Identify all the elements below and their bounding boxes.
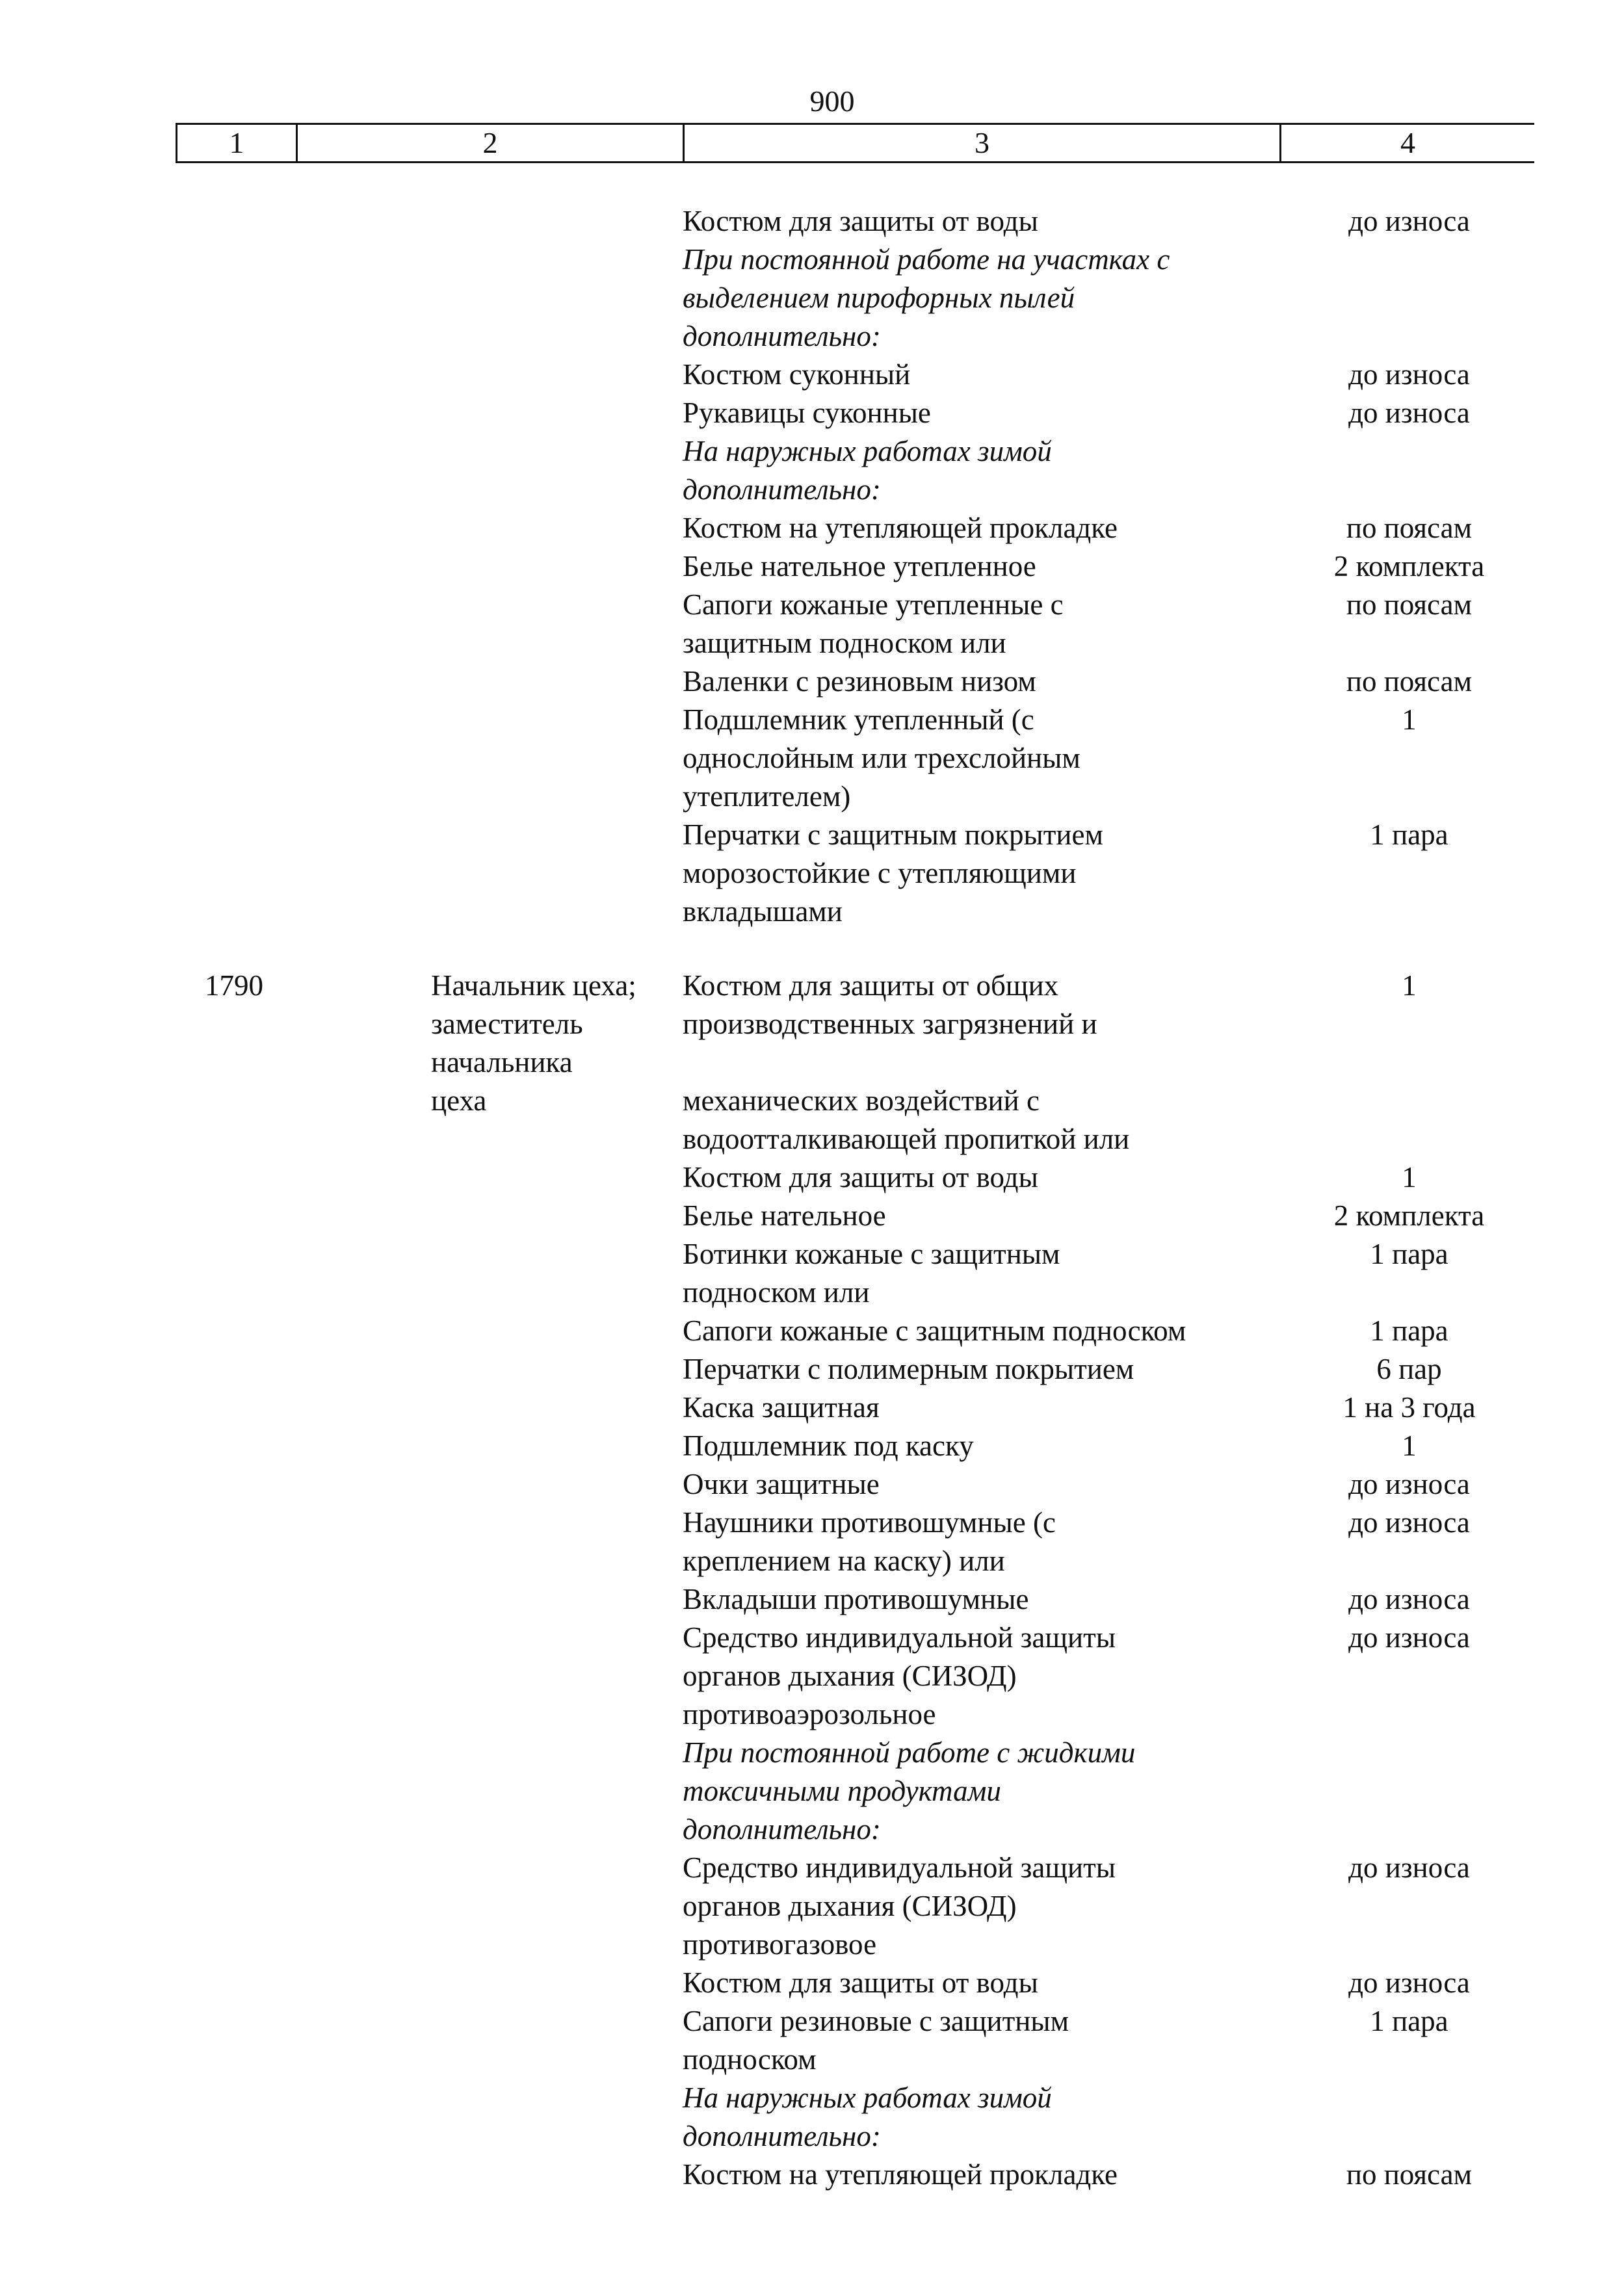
table-cell-4 [1279, 1273, 1532, 1312]
table-cell-1 [176, 202, 296, 241]
table-row [176, 1580, 1534, 1619]
table-row [176, 1158, 1534, 1197]
table-cell-4: до износа [1348, 205, 1470, 237]
table-cell-3: органов дыхания (СИЗОД) [683, 1890, 1017, 1922]
table-cell-2 [296, 586, 683, 624]
table-cell-3: Очки защитные [683, 1468, 880, 1500]
table-cell-2 [296, 777, 683, 816]
table-row [176, 701, 1534, 739]
table-cell-4 [1279, 893, 1532, 931]
column-header-3: 3 [685, 125, 1281, 161]
table-cell-3: Перчатки с защитным покрытием [683, 818, 1103, 851]
table-cell-2 [296, 1580, 683, 1619]
table-cell-4: 1 [1402, 1429, 1417, 1462]
table-cell-2 [296, 1657, 683, 1695]
table-cell-2 [296, 2156, 683, 2194]
table-cell-3: Вкладыши противошумные [683, 1583, 1029, 1615]
table-row [176, 1772, 1534, 1810]
table-row [176, 1657, 1534, 1695]
table-cell-4 [1279, 1082, 1532, 1120]
table-cell-3: производственных загрязнений и [683, 1008, 1097, 1040]
table-cell-4 [1279, 1734, 1532, 1772]
table-cell-3: На наружных работах зимой [683, 2081, 1052, 2114]
table-row [176, 1005, 1534, 1082]
table-cell-4: 6 пар [1376, 1353, 1442, 1385]
table-cell-4 [1279, 279, 1532, 317]
page-number: 900 [809, 85, 855, 118]
table-cell-2 [296, 893, 683, 931]
table-cell-3: Белье нательное [683, 1199, 886, 1232]
table-cell-2 [296, 1427, 683, 1465]
table-cell-4: 2 комплекта [1333, 550, 1485, 582]
table-cell-3: Подшлемник под каску [683, 1429, 974, 1462]
table-cell-1 [176, 662, 296, 701]
table-cell-1 [176, 893, 296, 931]
table-cell-3: противоаэрозольное [683, 1698, 936, 1730]
table-cell-3: Сапоги кожаные с защитным подноском [683, 1314, 1186, 1347]
table-cell-2 [296, 1695, 683, 1734]
table-cell-4 [1279, 471, 1532, 509]
table-cell-1 [176, 1235, 296, 1273]
table-cell-3: Костюм для защиты от общих [683, 969, 1059, 1002]
table-cell-4: до износа [1348, 1621, 1470, 1654]
table-cell-1 [176, 1273, 296, 1312]
table-cell-1 [176, 854, 296, 893]
table-row [176, 1810, 1534, 1849]
table-cell-2 [296, 471, 683, 509]
table-cell-2: цеха [431, 1084, 487, 1117]
table-cell-4 [1279, 317, 1532, 356]
table-cell-1 [176, 739, 296, 777]
table-cell-1 [176, 624, 296, 662]
table-cell-2 [296, 1158, 683, 1197]
table-row [176, 1695, 1534, 1734]
table-cell-2 [296, 701, 683, 739]
table-cell-1 [176, 1197, 296, 1235]
table-cell-1 [176, 1925, 296, 1964]
table-cell-4: до износа [1348, 397, 1470, 429]
table-cell-2 [296, 202, 683, 241]
column-header-row [176, 123, 1534, 163]
table-row [176, 1465, 1534, 1504]
table-cell-2 [296, 854, 683, 893]
table-cell-1 [176, 394, 296, 432]
table-cell-1 [176, 1312, 296, 1350]
table-cell-2 [296, 662, 683, 701]
table-row [176, 432, 1534, 471]
table-cell-1 [176, 471, 296, 509]
column-header-2: 2 [298, 125, 685, 161]
table-cell-1 [176, 701, 296, 739]
table-row [176, 1427, 1534, 1465]
table-row [176, 1312, 1534, 1350]
table-row [176, 1350, 1534, 1389]
table-cell-4 [1279, 624, 1532, 662]
table-cell-1 [176, 1580, 296, 1619]
table-cell-2 [296, 1772, 683, 1810]
table-cell-3: Рукавицы суконные [683, 397, 931, 429]
table-cell-3: вкладышами [683, 895, 843, 928]
table-row [176, 356, 1534, 394]
table-cell-3: Ботинки кожаные с защитным [683, 1238, 1060, 1270]
table-cell-2 [296, 1235, 683, 1273]
table-cell-3: Сапоги резиновые с защитным [683, 2005, 1069, 2037]
table-row [176, 202, 1534, 241]
table-cell-4: до износа [1348, 1506, 1470, 1539]
table-cell-1 [176, 1695, 296, 1734]
table-cell-4: 1 пара [1370, 1314, 1448, 1347]
table-cell-1 [176, 547, 296, 586]
table-cell-1 [176, 1082, 296, 1120]
table-row [176, 1082, 1534, 1120]
table-cell-2 [296, 739, 683, 777]
table-cell-3: При постоянной работе с жидкими [683, 1736, 1136, 1769]
table-cell-3: Костюм для защиты от воды [683, 1161, 1038, 1194]
table-cell-3: дополнительно: [683, 2120, 881, 2152]
table-cell-1 [176, 1158, 296, 1197]
table-cell-2 [296, 1734, 683, 1772]
table-cell-1 [176, 1120, 296, 1158]
table-cell-4: до износа [1348, 1583, 1470, 1615]
table-cell-2: Начальник цеха; [431, 969, 636, 1002]
table-cell-4 [1279, 1695, 1532, 1734]
table-cell-4: 1 пара [1370, 2005, 1448, 2037]
table-cell-4 [1279, 1657, 1532, 1695]
table-row [176, 1964, 1534, 2002]
table-row [176, 624, 1534, 662]
table-row [176, 1389, 1534, 1427]
table-cell-3: Каска защитная [683, 1391, 880, 1424]
table-cell-3: Сапоги кожаные утепленные с [683, 588, 1064, 621]
table-cell-3: выделением пирофорных пылей [683, 281, 1075, 314]
table-cell-1 [176, 1810, 296, 1849]
table-cell-3: Костюм на утепляющей прокладке [683, 2158, 1118, 2191]
table-cell-4 [1279, 2117, 1532, 2156]
table-cell-4 [1279, 2079, 1532, 2117]
table-cell-1 [176, 2041, 296, 2079]
table-cell-2 [296, 1273, 683, 1312]
table-row [176, 1619, 1534, 1657]
table-cell-4: до износа [1348, 1966, 1470, 1999]
table-cell-2 [296, 2041, 683, 2079]
table-cell-4 [1279, 777, 1532, 816]
table-cell-4: по поясам [1346, 665, 1473, 698]
table-cell-3: При постоянной работе на участках с [683, 243, 1170, 276]
table-cell-1 [176, 1350, 296, 1389]
table-cell-1 [176, 1465, 296, 1504]
table-cell-2 [296, 2079, 683, 2117]
table-row [176, 2041, 1534, 2079]
table-cell-2 [296, 624, 683, 662]
table-cell-3: креплением на каску) или [683, 1545, 1005, 1577]
table-cell-1: 1790 [205, 969, 263, 1002]
table-cell-4: 1 [1402, 703, 1417, 736]
table-row [176, 967, 1534, 1005]
table-cell-2 [296, 356, 683, 394]
table-cell-3: Валенки с резиновым низом [683, 665, 1036, 698]
table-cell-3: дополнительно: [683, 320, 881, 352]
table-cell-2 [296, 1810, 683, 1849]
table-cell-2 [296, 1849, 683, 1887]
table-cell-2 [296, 509, 683, 547]
table-cell-3: Перчатки с полимерным покрытием [683, 1353, 1134, 1385]
table-row [176, 893, 1534, 931]
table-cell-4 [1279, 739, 1532, 777]
table-cell-2 [296, 1465, 683, 1504]
table-cell-3: Белье нательное утепленное [683, 550, 1036, 582]
table-row [176, 1734, 1534, 1772]
table-cell-3: водоотталкивающей пропиткой или [683, 1123, 1130, 1155]
table-cell-3: морозостойкие с утепляющими [683, 857, 1077, 889]
table-row [176, 1197, 1534, 1235]
table-cell-3: утеплителем) [683, 780, 851, 813]
table-row [176, 854, 1534, 893]
table-cell-2 [296, 1887, 683, 1925]
table-cell-4: 1 [1402, 969, 1417, 1002]
table-cell-4 [1279, 1005, 1532, 1082]
table-cell-2 [296, 2002, 683, 2041]
table-row [176, 1120, 1534, 1158]
table-row [176, 1542, 1534, 1580]
table-cell-2 [296, 1389, 683, 1427]
table-cell-1 [176, 816, 296, 854]
table-cell-1 [176, 1849, 296, 1887]
table-cell-1 [176, 1504, 296, 1542]
table-row [176, 2079, 1534, 2117]
table-row [176, 662, 1534, 701]
table-row [176, 2156, 1534, 2194]
table-cell-4: до износа [1348, 1851, 1470, 1884]
table-cell-3: защитным подноском или [683, 627, 1006, 659]
table-row [176, 2117, 1534, 2156]
table-cell-4 [1279, 241, 1532, 279]
table-cell-4: до износа [1348, 358, 1470, 391]
table-cell-4: 2 комплекта [1333, 1199, 1485, 1232]
table-cell-4: 1 пара [1370, 1238, 1448, 1270]
table-cell-3: Наушники противошумные (с [683, 1506, 1056, 1539]
table-cell-4 [1279, 1120, 1532, 1158]
table-row [176, 241, 1534, 279]
table-cell-4 [1279, 1542, 1532, 1580]
table-cell-3: Средство индивидуальной защиты [683, 1851, 1116, 1884]
table-cell-4: 1 [1402, 1161, 1417, 1194]
table-cell-1 [176, 586, 296, 624]
table-cell-3: Средство индивидуальной защиты [683, 1621, 1116, 1654]
table-cell-2 [296, 1312, 683, 1350]
table-row [176, 1235, 1534, 1273]
table-cell-4 [1279, 1925, 1532, 1964]
table-cell-1 [176, 279, 296, 317]
table-cell-4: 1 пара [1370, 818, 1448, 851]
table-cell-3: токсичными продуктами [683, 1775, 1001, 1807]
table-cell-4: до износа [1348, 1468, 1470, 1500]
table-cell-2 [296, 432, 683, 471]
table-row [176, 279, 1534, 317]
table-row [176, 317, 1534, 356]
table-cell-2: заместитель начальника [431, 1008, 583, 1078]
table-row [176, 586, 1534, 624]
table-cell-2 [296, 2117, 683, 2156]
table-cell-4: по поясам [1346, 588, 1473, 621]
table-cell-3: органов дыхания (СИЗОД) [683, 1660, 1017, 1692]
column-header-1: 1 [177, 125, 298, 161]
table-cell-2 [296, 1619, 683, 1657]
table-cell-2 [296, 317, 683, 356]
table-cell-3: однослойным или трехслойным [683, 742, 1080, 774]
table-cell-1 [176, 777, 296, 816]
table-row [176, 1273, 1534, 1312]
table-cell-2 [296, 1542, 683, 1580]
table-cell-2 [296, 1120, 683, 1158]
column-header-4: 4 [1400, 126, 1415, 159]
table-cell-1 [176, 1005, 296, 1082]
table-cell-3: дополнительно: [683, 473, 881, 506]
table-row [176, 547, 1534, 586]
table-cell-2 [296, 1925, 683, 1964]
table-cell-4: 1 на 3 года [1342, 1391, 1476, 1424]
table-cell-2 [296, 1197, 683, 1235]
table-cell-1 [176, 2156, 296, 2194]
table-cell-4 [1279, 432, 1532, 471]
table-cell-3: подноском или [683, 1276, 870, 1309]
table-cell-4 [1279, 2041, 1532, 2079]
table-cell-1 [176, 1657, 296, 1695]
table-row [176, 1887, 1534, 1925]
table-cell-3: Костюм на утепляющей прокладке [683, 512, 1118, 544]
table-cell-1 [176, 1772, 296, 1810]
table-cell-1 [176, 356, 296, 394]
table-cell-1 [176, 432, 296, 471]
table-row [176, 1504, 1534, 1542]
table-cell-1 [176, 1542, 296, 1580]
table-cell-1 [176, 1887, 296, 1925]
table-cell-1 [176, 1964, 296, 2002]
table-cell-3: механических воздействий с [683, 1084, 1040, 1117]
table-cell-3: Костюм для защиты от воды [683, 1966, 1038, 1999]
table-cell-3: подноском [683, 2043, 817, 2076]
table-cell-2 [296, 241, 683, 279]
table-cell-2 [296, 394, 683, 432]
table-cell-1 [176, 241, 296, 279]
table-cell-1 [176, 1734, 296, 1772]
table-cell-4: по поясам [1346, 2158, 1473, 2191]
table-cell-1 [176, 1427, 296, 1465]
table-cell-2 [296, 1350, 683, 1389]
table-row [176, 777, 1534, 816]
table-row [176, 509, 1534, 547]
table-cell-2 [296, 1504, 683, 1542]
table-cell-2 [296, 547, 683, 586]
table-row [176, 2002, 1534, 2041]
table-row [176, 471, 1534, 509]
table-row [176, 1925, 1534, 1964]
table-cell-2 [296, 1964, 683, 2002]
table-cell-2 [296, 816, 683, 854]
table-cell-3: На наружных работах зимой [683, 435, 1052, 467]
table-cell-3: Костюм для защиты от воды [683, 205, 1038, 237]
table-row [176, 739, 1534, 777]
table-cell-1 [176, 317, 296, 356]
table-body [176, 202, 1534, 2194]
table-row [176, 816, 1534, 854]
table-cell-1 [176, 2117, 296, 2156]
table-cell-1 [176, 1389, 296, 1427]
row-spacer [176, 931, 1534, 967]
table-cell-3: противогазовое [683, 1928, 877, 1961]
table-cell-1 [176, 2002, 296, 2041]
table-cell-3: Костюм суконный [683, 358, 911, 391]
table-cell-3: дополнительно: [683, 1813, 881, 1846]
table-row [176, 1849, 1534, 1887]
table-cell-1 [176, 2079, 296, 2117]
table-cell-1 [176, 1619, 296, 1657]
table-cell-4 [1279, 1772, 1532, 1810]
table-cell-2 [296, 279, 683, 317]
table-cell-4: по поясам [1346, 512, 1473, 544]
table-cell-4 [1279, 854, 1532, 893]
table-cell-4 [1279, 1810, 1532, 1849]
table-cell-3: Подшлемник утепленный (с [683, 703, 1034, 736]
table-cell-1 [176, 509, 296, 547]
table-cell-4 [1279, 1887, 1532, 1925]
table-row [176, 394, 1534, 432]
